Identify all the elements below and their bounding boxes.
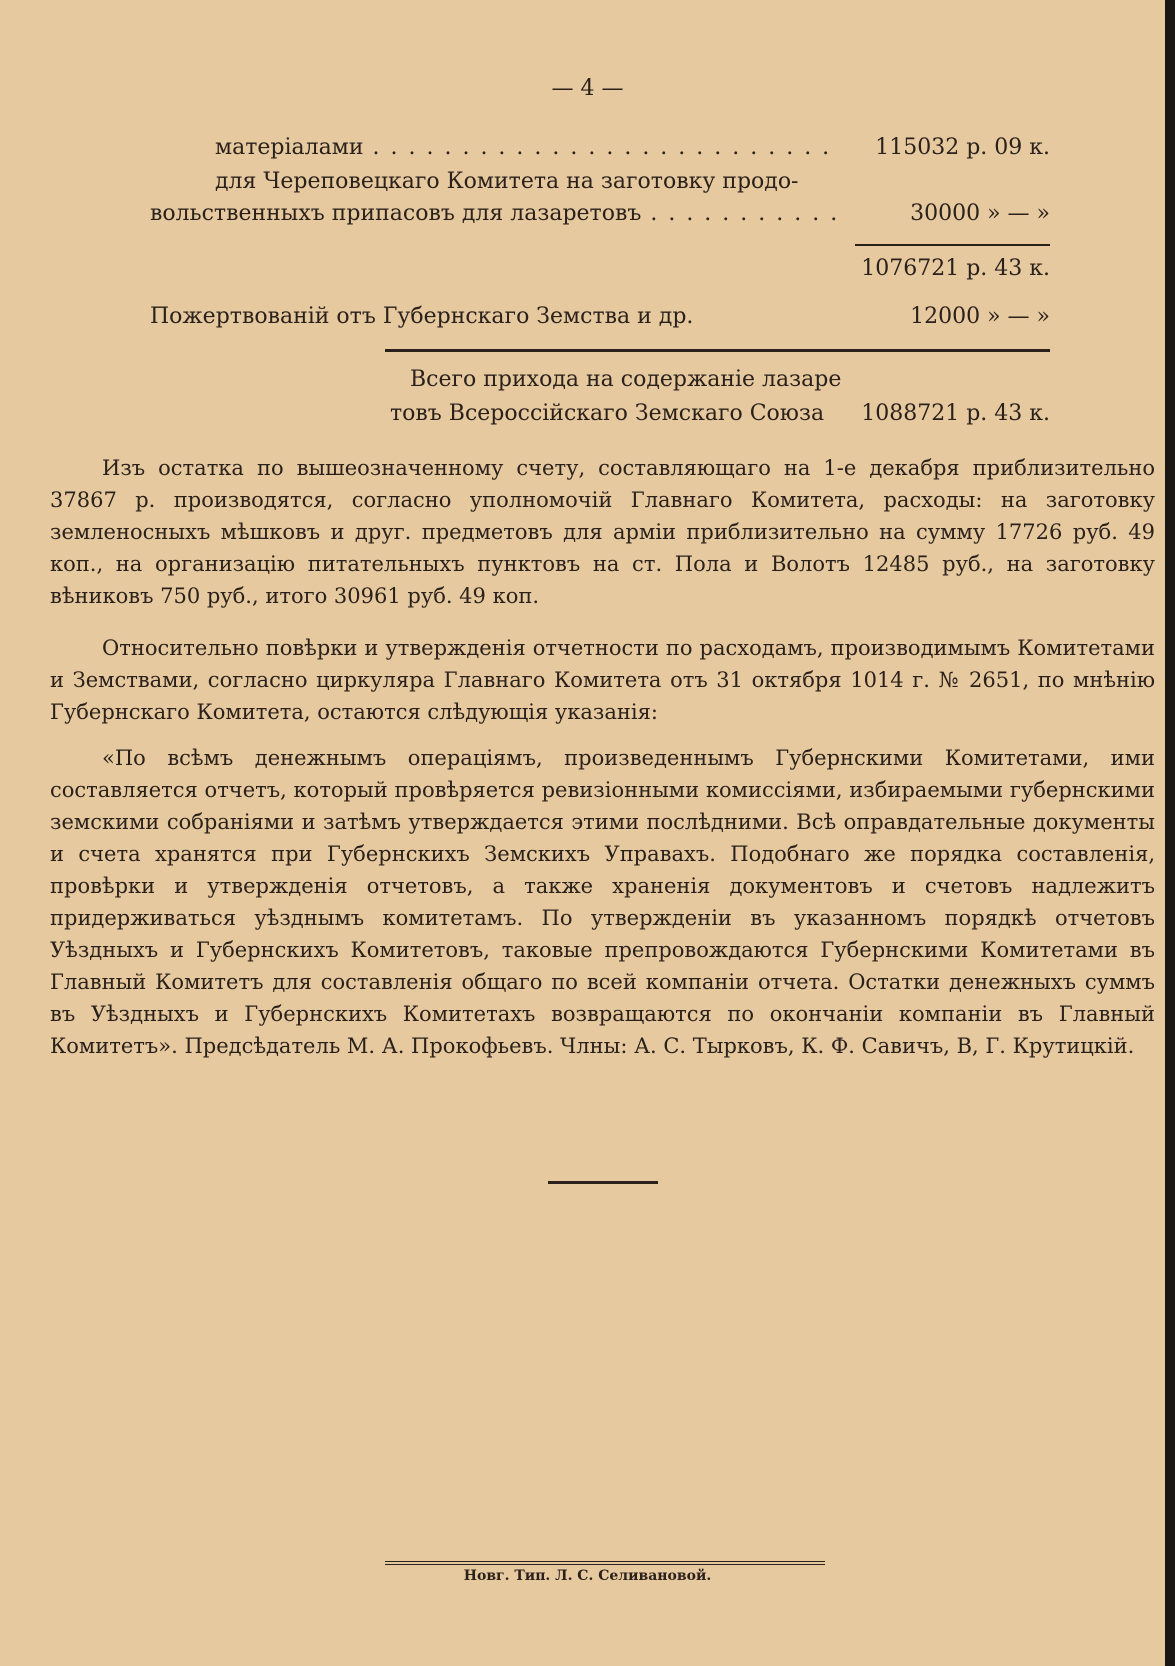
ledger-row-cherepovets-amount: 30000 » — » — [910, 201, 1050, 226]
ledger-row-materials-label: матеріалами . . . — [150, 133, 840, 163]
subtotal-rule — [855, 244, 1050, 246]
ledger-row-cherepovets-label-b: вольственныхъ припасовъ для лазаретовъ . . . — [150, 199, 840, 229]
paragraph-remainder: Изъ остатка по вышеозначенному счету, составляющаго на 1-е декабря приблизительно 37867 р. производятся, согласно уполномочій Главнаго Комитета, расходы: на заготовку земленосныхъ мѣшковъ и друг. предметовъ для арміи приблизительно на сумму 17726 руб. 49 коп., на организацію питательныхъ пунктовъ на ст. Пола и Волотъ 12485 руб., на заготовку вѣниковъ 750 руб., итого 30961 руб. 49 коп. — [50, 456, 1155, 608]
paragraph-instructions: «По всѣмъ денежнымъ операціямъ, произведеннымъ Губернскими Комитетами, ими составляется отчетъ, который провѣряется ревизіонными комиссіями, избираемыми губернскими земскими собраніями и затѣмъ утверждается этими послѣдними. Всѣ оправдательные документы и счета хранятся при Губернскихъ Земскихъ Управахъ. Подобнаго же порядка составленія, провѣрки и утвержденія отчетовъ, а также храненія документовъ и счетовъ надлежитъ придерживаться уѣзднымъ комитетамъ. По утвержденіи въ указанномъ порядкѣ отчетовъ Уѣздныхъ и Губернскихъ Комитетовъ, таковые препровождаются Губернскими Комитетами въ Главный Комитетъ для составленія общаго по всей компаніи отчета. Остатки денежныхъ суммъ въ Уѣздныхъ и Губернскихъ Комитетахъ возвращаются по окончаніи компаніи въ Главный Комитетъ». Предсѣдатель М. А. Прокофьевъ. Члны: А. С. Тырковъ, К. Ф. Савичъ, В, Г. Крутицкій. — [50, 746, 1155, 1058]
footer-rule-top — [385, 1561, 825, 1562]
total-rule — [385, 349, 1050, 352]
printer-imprint: Новг. Тип. Л. С. Селивановой. — [463, 1568, 712, 1584]
footer-rule-bottom — [385, 1564, 825, 1565]
subtotal-amount: 1076721 р. 43 к. — [861, 256, 1050, 281]
ledger-row-cherepovets-label-a: для Череповецкаго Комитета на заготовку продо- — [215, 169, 799, 194]
total-label-a: Всего прихода на содержаніе лазаре — [410, 367, 842, 392]
total-line — [150, 397, 1050, 431]
donations-amount: 12000 » — » — [910, 304, 1050, 329]
donations-label: Пожертвованій отъ Губернскаго Земства и др. — [150, 304, 694, 329]
total-label-b: товъ Всероссійскаго Земскаго Союза — [390, 401, 825, 426]
total-amount: 1088721 р. 43 к. — [861, 401, 1050, 426]
ledger-row-materials-amount: 115032 р. 09 к. — [875, 135, 1050, 160]
paragraph-reporting: Относительно повѣрки и утвержденія отчетности по расходамъ, производимымъ Комитетами и Земствами, согласно циркуляра Главнаго Комитета отъ 31 октября 1014 г. № 2651, по мнѣнію Губернскаго Комитета, остаются слѣдующія указанія: — [50, 636, 1155, 724]
end-rule — [548, 1181, 658, 1184]
total-block — [150, 363, 1050, 431]
page-edge — [1165, 0, 1175, 1666]
page-number: — 4 — — [551, 76, 624, 101]
